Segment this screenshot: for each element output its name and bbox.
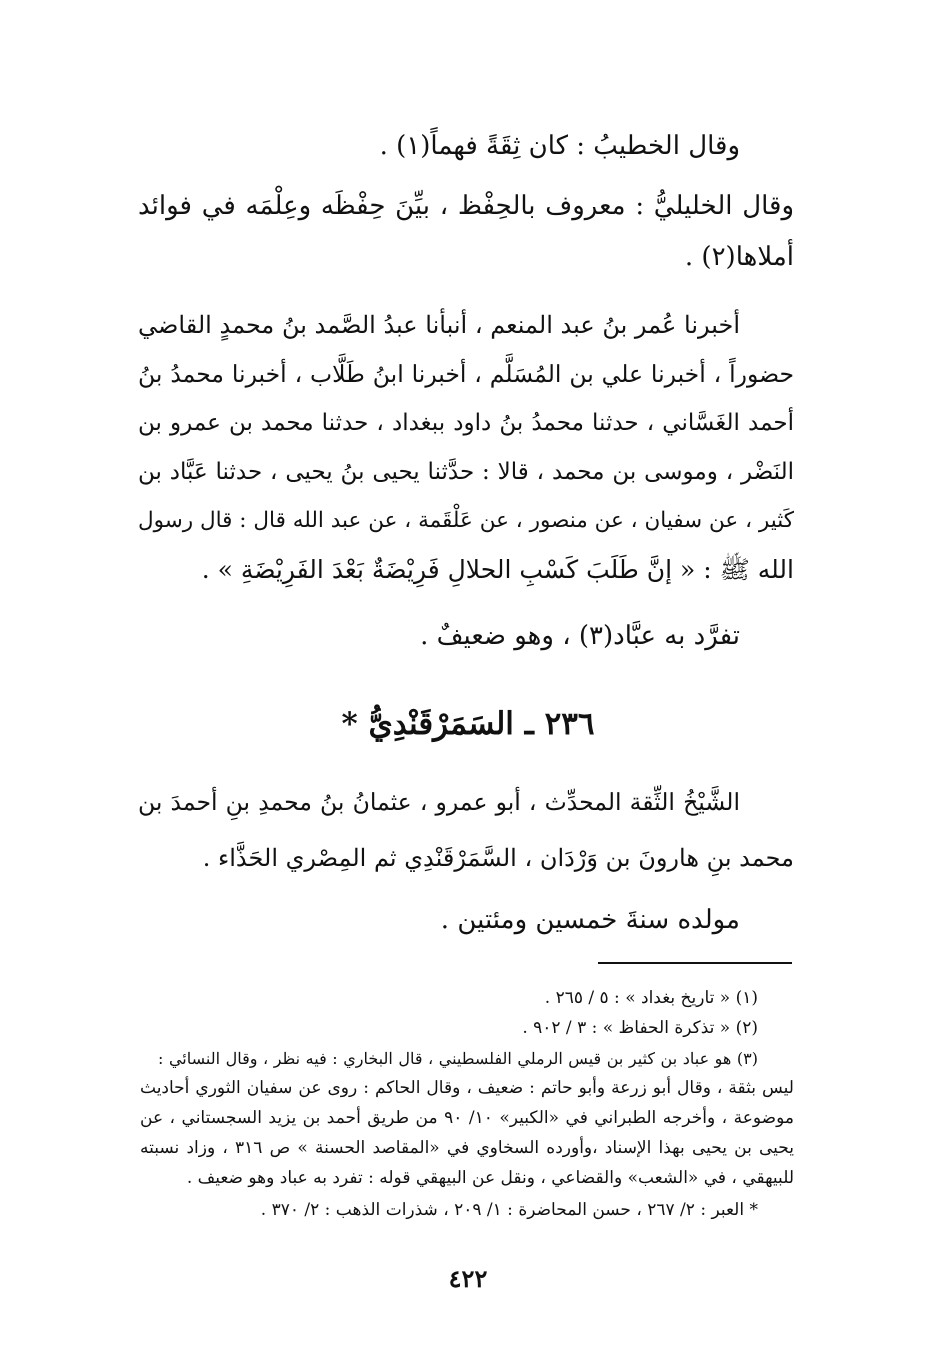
hadith-line-4: النَضْر ، وموسى بن محمد ، قالا : حدَّثنا يحيى بنُ يحيى ، حدثنا عَبَّاد بن — [138, 459, 794, 485]
hadith-line-1: أخبرنا عُمر بنُ عبد المنعم ، أنبأنا عبدُ الصَّمد بنُ محمدٍ القاضي — [138, 311, 740, 339]
page-number: ٤٢٢ — [448, 1264, 488, 1293]
footnote-3-line-1: (٣) هو عباد بن كثير بن قيس الرملي الفلسطيني ، قال البخاري : فيه نظر ، وقال النسائي : — [158, 1049, 758, 1068]
khalili-quote-end: أملاها(٢) . — [684, 242, 794, 272]
biography-heading: ٢٣٦ ـ السَمَرْقَنْدِيُّ * — [341, 706, 595, 742]
footnote-3-line-5: للبيهقي ، في «الشعب» والقضاعي ، ونقل عن البيهقي قوله : تفرد به عباد وهو ضعيف . — [186, 1168, 794, 1188]
footnote-separator — [598, 962, 792, 964]
hadith-line-6: الله ﷺ : « إنَّ طَلَبَ كَسْبِ الحلالِ فَرِيْضَةٌ بَعْدَ الفَرِيْضَةِ » . — [201, 555, 794, 584]
footnote-2: (٢) « تذكرة الحفاظ » : ٣ / ٩٠٢ . — [522, 1018, 758, 1038]
footnote-3-line-4: يحيى بن يحيى بهذا الإسناد ،وأورده السخاوي في «المقاصد الحسنة » ص ٣١٦ ، وزاد نسبته — [140, 1138, 794, 1158]
biography-line-2: محمد بنِ هارونَ بن وَرْدَان ، السَّمَرْقَنْدِي ثم المِصْري الحَذَّاء . — [202, 844, 794, 872]
hadith-line-3: أحمد الغَسَّاني ، حدثنا محمدُ بنُ داود ببغداد ، حدثنا محمد بن عمرو بن — [138, 410, 794, 436]
hadith-line-2: حضوراً ، أخبرنا علي بن المُسَلَّم ، أخبرنا ابنُ طَلَّاب ، أخبرنا محمدُ بنُ — [138, 360, 794, 388]
birth-year-line: مولده سنةَ خمسين ومئتين . — [440, 905, 740, 935]
khatib-quote: وقال الخطيبُ : كان ثِقَةً فهماً(١) . — [379, 131, 740, 161]
hadith-line-5: كَثير ، عن سفيان ، عن منصور ، عن عَلْقَمة ، عن عبد الله قال : قال رسول — [138, 508, 794, 533]
khalili-quote: وقال الخليليُّ : معروف بالحِفْظ ، بيِّنَ حِفْظَه وعِلْمَه في فوائد — [138, 191, 794, 221]
footnote-1: (١) « تاريخ بغداد » : ٥ / ٢٦٥ . — [544, 988, 758, 1008]
footnote-3-line-3: موضوعة ، وأخرجه الطبراني في «الكبير» ١٠/ ٩٠ من طريق أحمد بن يزيد السجستاني ، عن — [140, 1108, 795, 1128]
biography-line-1: الشَّيْخُ الثِّقة المحدِّث ، أبو عمرو ، عثمانُ بنُ محمدِ بنِ أحمدَ بن — [138, 788, 740, 816]
footnote-3-line-2: ليس بثقة ، وقال أبو زرعة وأبو حاتم : ضعيف ، وقال الحاكم : روى عن سفيان الثوري أحاديث — [140, 1078, 794, 1098]
sources-note: * العبر : ٢/ ٢٦٧ ، حسن المحاضرة : ١/ ٢٠٩ ، شذرات الذهب : ٢/ ٣٧٠ . — [260, 1200, 758, 1220]
hadith-comment: تفرَّد به عبَّاد(٣) ، وهو ضعيفٌ . — [420, 621, 740, 651]
